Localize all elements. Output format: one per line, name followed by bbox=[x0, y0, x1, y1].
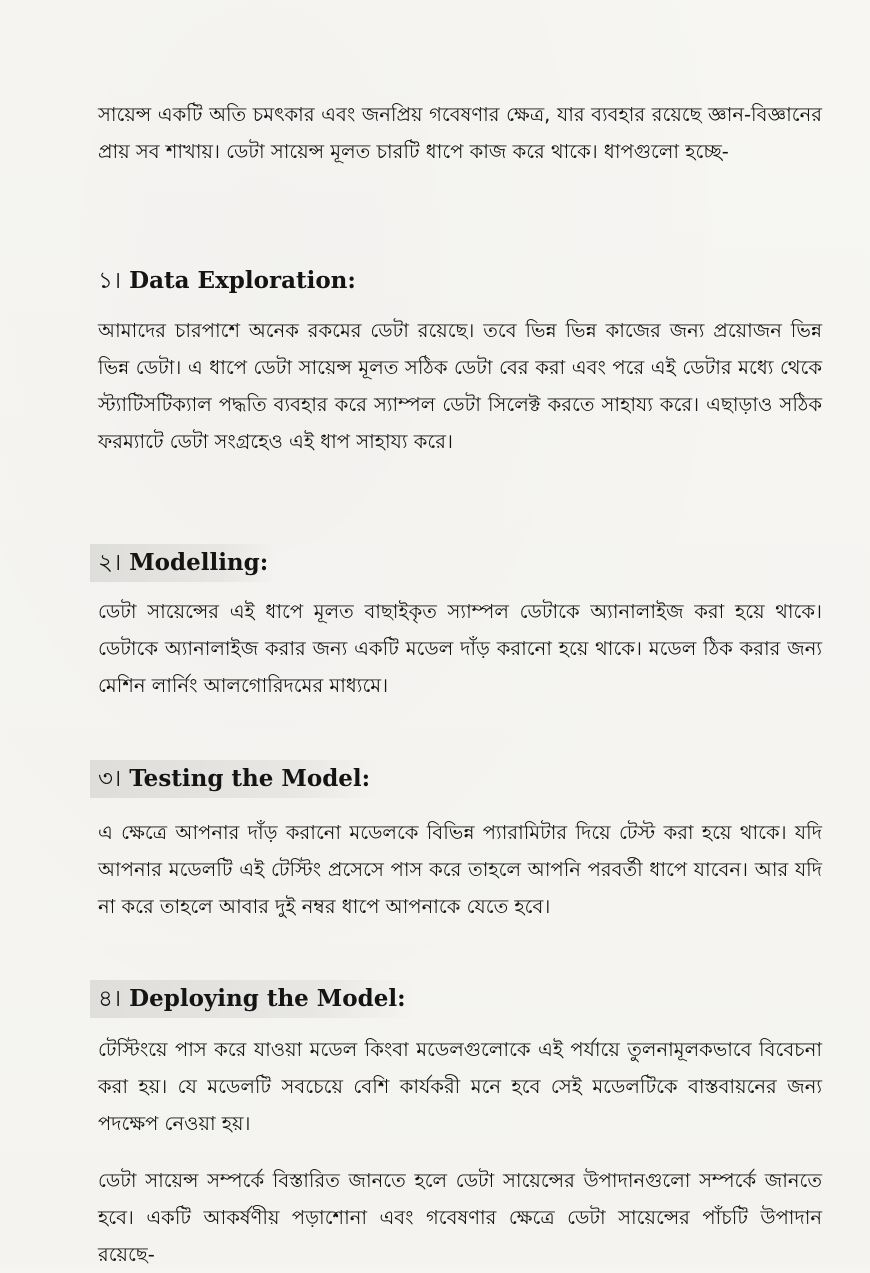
section-2-body: ডেটা সায়েন্সের এই ধাপে মূলত বাছাইকৃত স্যাম্পল ডেটাকে অ্যানালাইজ করা হয়ে থাকে। ডেটাকে অ্যানালাইজ করার জন্য একটি মডেল দাঁড় করানো হয়ে থাকে। মডেল ঠিক করার জন্য মেশিন লার্নিং আলগোরিদমের মাধ্যমে। bbox=[98, 600, 822, 697]
section-2-title: Modelling: bbox=[129, 549, 269, 576]
section-3-body: এ ক্ষেত্রে আপনার দাঁড় করানো মডেলকে বিভিন্ন প্যারামিটার দিয়ে টেস্ট করা হয়ে থাকে। যদি আপনার মডেলটি এই টেস্টিং প্রসেসে পাস করে তাহলে আপনি পরবর্তী ধাপে যাবেন। আর যদি না করে তাহলে আবার দুই নম্বর ধাপে আপনাকে যেতে হবে। bbox=[98, 821, 822, 918]
section-3-heading bbox=[90, 760, 380, 798]
section-4-title: Deploying the Model: bbox=[129, 985, 406, 1012]
section-3-number: ৩। bbox=[98, 766, 122, 792]
intro-paragraph: সায়েন্স একটি অতি চমৎকার এবং জনপ্রিয় গবেষণার ক্ষেত্র, যার ব্যবহার রয়েছে জ্ঞান-বিজ্ঞানের প্রায় সব শাখায়। ডেটা সায়েন্স মূলত চারটি ধাপে কাজ করে থাকে। ধাপগুলো হচ্ছে- bbox=[98, 103, 822, 163]
closing-paragraph: ডেটা সায়েন্স সম্পর্কে বিস্তারিত জানতে হলে ডেটা সায়েন্সের উপাদানগুলো সম্পর্কে জানতে হবে। একটি আকর্ষণীয় পড়াশোনা এবং গবেষণার ক্ষেত্রে ডেটা সায়েন্সের পাঁচটি উপাদান রয়েছে- bbox=[98, 1169, 822, 1266]
section-4-body: টেস্টিংয়ে পাস করে যাওয়া মডেল কিংবা মডেলগুলোকে এই পর্যায়ে তুলনামূলকভাবে বিবেচনা করা হয়। যে মডেলটি সবচেয়ে বেশি কার্যকরী মনে হবে সেই মডেলটিকে বাস্তবায়নের জন্য পদক্ষেপ নেওয়া হয়। bbox=[98, 1038, 822, 1135]
section-4-number: ৪। bbox=[98, 986, 122, 1012]
section-4-heading bbox=[90, 980, 416, 1018]
section-1-number: ১। bbox=[98, 268, 122, 294]
section-3-title: Testing the Model: bbox=[129, 765, 371, 792]
section-2-number: ২। bbox=[98, 550, 122, 576]
section-2-heading bbox=[90, 544, 278, 582]
section-1-title: Data Exploration: bbox=[129, 267, 356, 294]
section-1-heading bbox=[96, 262, 366, 300]
section-1-body: আমাদের চারপাশে অনেক রকমের ডেটা রয়েছে। তবে ভিন্ন ভিন্ন কাজের জন্য প্রয়োজন ভিন্ন ভিন্ন ডেটা। এ ধাপে ডেটা সায়েন্স মূলত সঠিক ডেটা বের করা এবং পরে এই ডেটার মধ্যে থেকে স্ট্যাটিসটিক্যাল পদ্ধতি ব্যবহার করে স্যাম্পল ডেটা সিলেক্ট করতে সাহায্য করে। এছাড়াও সঠিক ফরম্যাটে ডেটা সংগ্রহেও এই ধাপ সাহায্য করে। bbox=[98, 319, 822, 453]
